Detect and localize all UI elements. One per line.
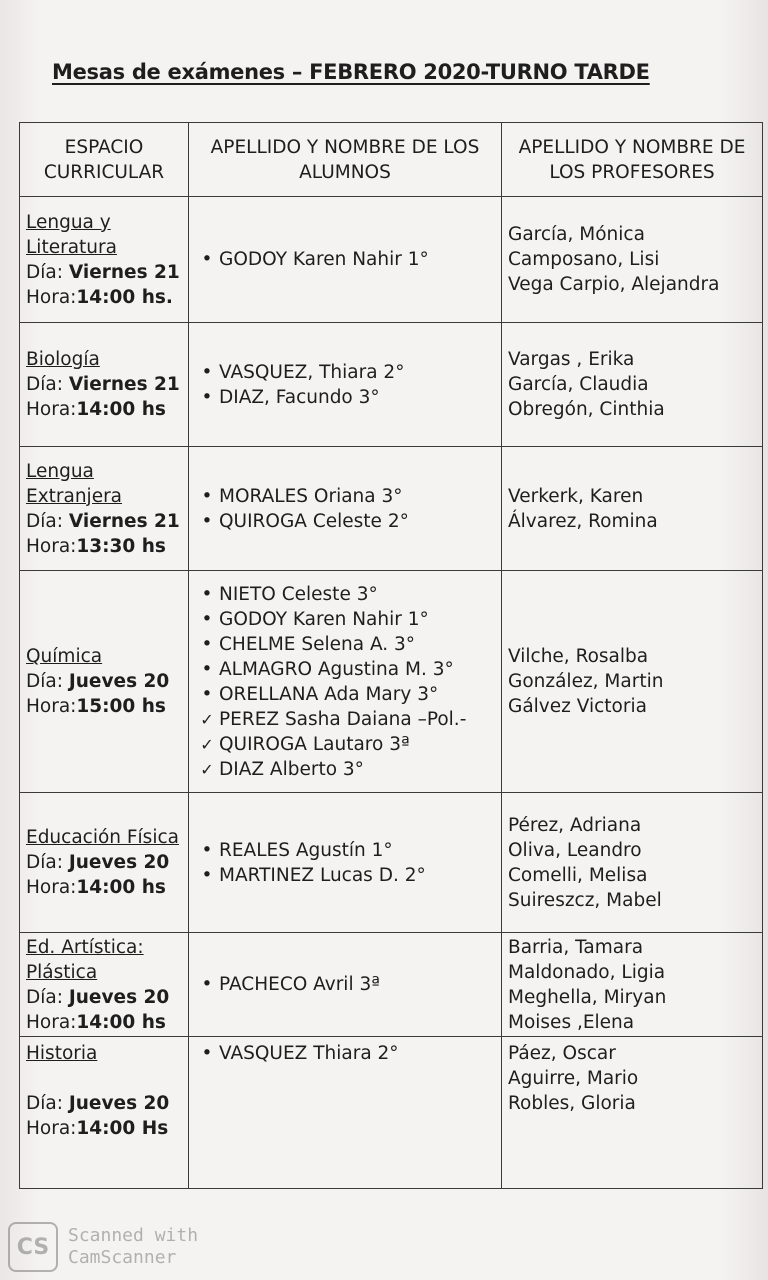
- bullet-icon: [199, 682, 215, 707]
- students-cell: [189, 197, 502, 323]
- subject-cell: [20, 1037, 189, 1189]
- teacher-name: Oliva, Leandro: [508, 839, 642, 861]
- watermark-line-2: CamScanner: [68, 1247, 177, 1268]
- students-cell: [189, 1037, 502, 1189]
- student-item: • VASQUEZ, Thiara 2°: [219, 360, 495, 385]
- students-cell: [189, 793, 502, 933]
- bullet-icon: [199, 360, 215, 385]
- teacher-name: Gálvez Victoria: [508, 696, 647, 717]
- student-item: ✓ DIAZ Alberto 3°: [219, 757, 495, 782]
- exam-day: Día: Jueves 20: [26, 986, 170, 1008]
- subject-name: Historia: [26, 1043, 98, 1064]
- check-icon: [199, 732, 215, 757]
- student-item: • REALES Agustín 1°: [219, 838, 495, 863]
- exam-day: Día: Viernes 21: [26, 261, 180, 283]
- exam-day: Día: Jueves 20: [26, 1093, 170, 1114]
- teacher-name: Páez, Oscar: [508, 1043, 616, 1064]
- teacher-name: Obregón, Cinthia: [508, 399, 665, 420]
- exam-time: Hora:13:30 hs: [26, 535, 166, 557]
- bullet-icon: [199, 632, 215, 657]
- subject-cell: [20, 447, 189, 571]
- exam-day: Día: Viernes 21: [26, 374, 180, 395]
- subject-name: Biología: [26, 349, 100, 370]
- student-item: • ALMAGRO Agustina M. 3°: [219, 657, 495, 682]
- bullet-icon: [199, 247, 215, 272]
- student-item: • NIETO Celeste 3°: [219, 582, 495, 607]
- teacher-name: Camposano, Lisi: [508, 249, 660, 270]
- exam-time: Hora:14:00 Hs: [26, 1118, 169, 1139]
- bullet-icon: [199, 838, 215, 863]
- teacher-name: Verkerk, Karen: [508, 485, 644, 507]
- student-item: • MARTINEZ Lucas D. 2°: [219, 863, 495, 888]
- bullet-icon: [199, 582, 215, 607]
- exam-day: Día: Viernes 21: [26, 510, 180, 532]
- teacher-name: Robles, Gloria: [508, 1093, 636, 1114]
- student-item: • CHELME Selena A. 3°: [219, 632, 495, 657]
- exam-time: Hora:14:00 hs: [26, 1011, 166, 1033]
- exam-time: Hora:15:00 hs: [26, 696, 166, 717]
- student-item: • ORELLANA Ada Mary 3°: [219, 682, 495, 707]
- teachers-cell: [502, 933, 763, 1037]
- student-item: • GODOY Karen Nahir 1°: [219, 607, 495, 632]
- bullet-icon: [199, 607, 215, 632]
- teacher-name: Álvarez, Romina: [508, 510, 658, 532]
- bullet-icon: [199, 484, 215, 509]
- table-row: [20, 447, 763, 571]
- subject-name: Educación Física: [26, 827, 179, 848]
- exam-time: Hora:14:00 hs: [26, 877, 166, 898]
- document-title: Mesas de exámenes – FEBRERO 2020-TURNO TARDE: [52, 60, 650, 84]
- teacher-name: Moises ,Elena: [508, 1011, 635, 1033]
- teacher-name: Vargas , Erika: [508, 349, 635, 370]
- teachers-cell: [502, 571, 763, 793]
- bullet-icon: [199, 863, 215, 888]
- watermark-line-1: Scanned with: [68, 1225, 199, 1246]
- bullet-icon: [199, 657, 215, 682]
- students-cell: [189, 323, 502, 447]
- teacher-name: Suireszcz, Mabel: [508, 889, 662, 911]
- camscanner-watermark: [8, 1222, 198, 1272]
- table-header-row: [20, 123, 763, 197]
- subject-name: Ed. Artística: Plástica: [26, 936, 144, 983]
- table-row: [20, 1037, 763, 1189]
- header-teachers: APELLIDO Y NOMBRE DE LOS PROFESORES: [502, 123, 763, 197]
- exam-time: Hora:14:00 hs: [26, 399, 166, 420]
- check-icon: [199, 707, 215, 732]
- table-row: [20, 793, 763, 933]
- subject-name: Química: [26, 646, 103, 667]
- student-item: ✓ PEREZ Sasha Daiana –Pol.-: [219, 707, 495, 732]
- teachers-cell: [502, 197, 763, 323]
- students-cell: [189, 447, 502, 571]
- teacher-name: García, Mónica: [508, 224, 645, 245]
- bullet-icon: [199, 972, 215, 997]
- header-subject: ESPACIO CURRICULAR: [20, 123, 189, 197]
- student-item: • DIAZ, Facundo 3°: [219, 385, 495, 410]
- student-item: • PACHECO Avril 3ª: [219, 972, 495, 997]
- teacher-name: Vega Carpio, Alejandra: [508, 274, 720, 295]
- student-item: • GODOY Karen Nahir 1°: [219, 247, 495, 272]
- students-cell: [189, 933, 502, 1037]
- teacher-name: Aguirre, Mario: [508, 1068, 639, 1089]
- teachers-cell: [502, 323, 763, 447]
- table-row: [20, 323, 763, 447]
- teacher-name: Vilche, Rosalba: [508, 646, 649, 667]
- exam-day: Día: Jueves 20: [26, 671, 170, 692]
- bullet-icon: [199, 385, 215, 410]
- subject-cell: [20, 197, 189, 323]
- teacher-name: Comelli, Melisa: [508, 864, 648, 886]
- teacher-name: Pérez, Adriana: [508, 814, 642, 836]
- subject-name: Lengua Extranjera: [26, 460, 123, 507]
- teachers-cell: [502, 793, 763, 933]
- teacher-name: García, Claudia: [508, 374, 649, 395]
- exam-schedule-table: [19, 122, 763, 1189]
- student-item: • MORALES Oriana 3°: [219, 484, 495, 509]
- subject-name: Lengua y Literatura: [26, 211, 117, 258]
- teachers-cell: [502, 447, 763, 571]
- bullet-icon: [199, 509, 215, 534]
- student-item: • QUIROGA Celeste 2°: [219, 509, 495, 534]
- teachers-cell: [502, 1037, 763, 1189]
- camscanner-logo-icon: CS: [8, 1222, 58, 1272]
- exam-day: Día: Jueves 20: [26, 852, 170, 873]
- teacher-name: González, Martin: [508, 671, 664, 692]
- check-icon: [199, 757, 215, 782]
- students-cell: [189, 571, 502, 793]
- exam-time: Hora:14:00 hs.: [26, 286, 173, 308]
- student-item: ✓ QUIROGA Lautaro 3ª: [219, 732, 495, 757]
- table-row: [20, 197, 763, 323]
- subject-cell: [20, 793, 189, 933]
- table-row: [20, 571, 763, 793]
- teacher-name: Maldonado, Ligia: [508, 961, 666, 983]
- table-row: [20, 933, 763, 1037]
- teacher-name: Meghella, Miryan: [508, 986, 667, 1008]
- subject-cell: [20, 933, 189, 1037]
- header-students: APELLIDO Y NOMBRE DE LOS ALUMNOS: [189, 123, 502, 197]
- subject-cell: [20, 571, 189, 793]
- bullet-icon: [199, 1041, 215, 1066]
- student-item: • VASQUEZ Thiara 2°: [219, 1041, 495, 1066]
- subject-cell: [20, 323, 189, 447]
- teacher-name: Barria, Tamara: [508, 936, 644, 958]
